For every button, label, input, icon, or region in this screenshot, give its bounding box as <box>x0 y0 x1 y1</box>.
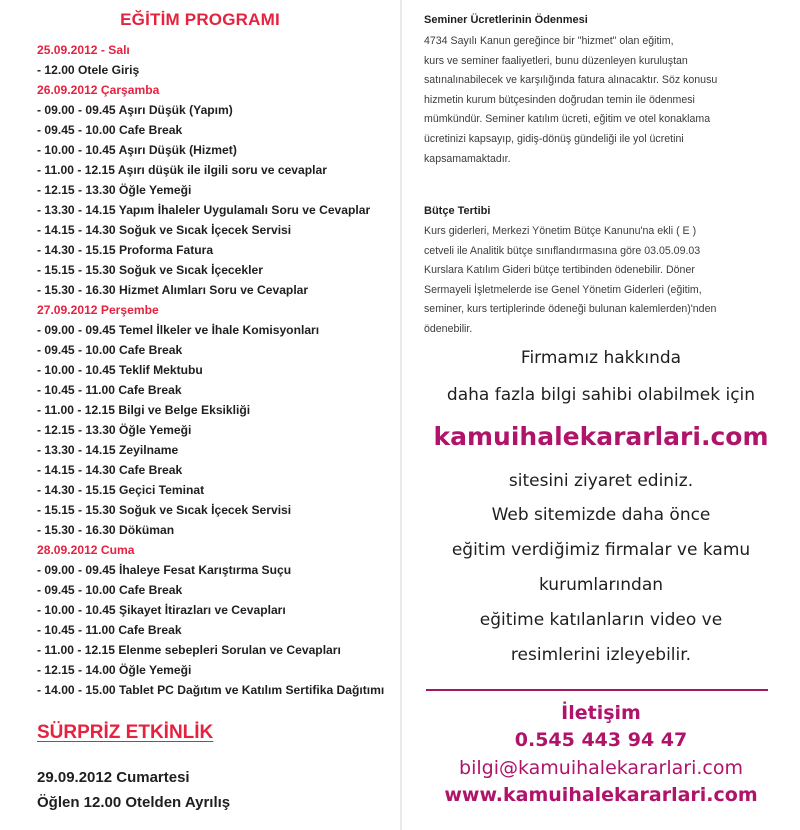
program-title: EĞİTİM PROGRAMI <box>120 10 280 29</box>
schedule-item: - 10.00 - 10.45 Aşırı Düşük (Hizmet) <box>37 143 237 157</box>
contact-web[interactable]: www.kamuihalekararlari.com <box>444 784 758 806</box>
payment-text-line: ücretinizi kapsayıp, gidiş-dönüş gündeliği ile yol ücretini <box>424 132 684 145</box>
schedule-item: - 13.30 - 14.15 Yapım İhaleler Uygulamalı Soru ve Cevaplar <box>37 203 371 217</box>
schedule-item: - 12.15 - 14.00 Öğle Yemeği <box>37 663 192 677</box>
promo-site[interactable]: kamuihalekararlari.com <box>433 422 769 451</box>
schedule-item: - 09.45 - 10.00 Cafe Break <box>37 123 183 137</box>
surprise-details <box>37 765 230 815</box>
budget-text-line: cetveli ile Analitik bütçe sınıflandırmasına göre 03.05.09.03 <box>424 244 701 257</box>
schedule-item: - 13.30 - 14.15 Zeyilname <box>37 443 179 457</box>
schedule-item: - 15.15 - 15.30 Soğuk ve Sıcak İçecekler <box>37 263 263 277</box>
budget-text-line: Kurs giderleri, Merkezi Yönetim Bütçe Kanunu'na ekli ( E ) <box>424 225 697 237</box>
payment-text-line: kurs ve seminer faaliyetleri, bunu düzenleyen kuruluştan <box>424 54 688 67</box>
budget-title: Bütçe Tertibi <box>424 205 491 217</box>
schedule-item: - 09.00 - 09.45 İhaleye Fesat Karıştırma Suçu <box>37 563 292 577</box>
info-column <box>402 0 800 830</box>
schedule-item: - 09.00 - 09.45 Temel İlkeler ve İhale Komisyonları <box>37 323 320 337</box>
surprise-date: 29.09.2012 Cumartesi <box>37 769 190 786</box>
schedule-item: - 09.45 - 10.00 Cafe Break <box>37 343 183 357</box>
contact-title: İletişim <box>561 702 641 724</box>
contact-divider <box>426 689 768 691</box>
schedule-item: - 15.30 - 16.30 Döküman <box>37 523 175 537</box>
schedule-item: - 12.00 Otele Giriş <box>37 63 140 77</box>
schedule-item: - 10.00 - 10.45 Teklif Mektubu <box>37 363 203 377</box>
payment-text-line: mümkündür. Seminer katılım ücreti, eğitim ve otel konaklama <box>424 113 711 126</box>
schedule-item: - 14.15 - 14.30 Cafe Break <box>37 463 183 477</box>
schedule-item: - 09.00 - 09.45 Aşırı Düşük (Yapım) <box>37 103 233 117</box>
surprise-title: SÜRPRİZ ETKİNLİK <box>37 722 214 743</box>
schedule-item: - 12.15 - 13.30 Öğle Yemeği <box>37 423 192 437</box>
contact-phone[interactable]: 0.545 443 94 47 <box>514 729 688 751</box>
schedule-item: - 14.30 - 15.15 Geçici Teminat <box>37 483 205 497</box>
payment-text-line: kapsamamaktadır. <box>424 152 511 165</box>
promo-line-5: eğitim verdiğimiz firmalar ve kamu <box>451 540 751 560</box>
schedule-item: - 09.45 - 10.00 Cafe Break <box>37 583 183 597</box>
schedule-item: - 10.45 - 11.00 Cafe Break <box>37 623 182 637</box>
promo-line-7: eğitime katılanların video ve <box>479 610 723 630</box>
payment-text-line: satınalınabilecek ve karşılığında fatura alınacaktır. Söz konusu <box>424 74 718 87</box>
schedule-item: - 12.15 - 13.30 Öğle Yemeği <box>37 183 192 197</box>
schedule-item: - 10.00 - 10.45 Şikayet İtirazları ve Cevapları <box>37 603 286 617</box>
schedule-day-heading: 28.09.2012 Cuma <box>37 543 135 557</box>
schedule-item: - 14.30 - 15.15 Proforma Fatura <box>37 243 214 257</box>
promo-line-8: resimlerini izleyebilir. <box>510 645 692 665</box>
payment-text-line: 4734 Sayılı Kanun gereğince bir "hizmet" olan eğitim, <box>424 35 674 47</box>
promo-line-4: Web sitemizde daha önce <box>491 505 711 525</box>
schedule-day-heading: 25.09.2012 - Salı <box>37 43 130 57</box>
schedule-item: - 10.45 - 11.00 Cafe Break <box>37 383 182 397</box>
schedule-day-heading: 26.09.2012 Çarşamba <box>37 83 160 97</box>
surprise-departure: Öğlen 12.00 Otelden Ayrılış <box>37 794 231 811</box>
schedule-item: - 11.00 - 12.15 Elenme sebepleri Sorulan ve Cevapları <box>37 643 341 657</box>
budget-text-line: Kurslara Katılım Gideri bütçe tertibinden ödenebilir. Döner <box>424 264 695 277</box>
schedule-item: - 15.15 - 15.30 Soğuk ve Sıcak İçecek Servisi <box>37 503 292 517</box>
contact-email[interactable]: bilgi@kamuihalekararlari.com <box>459 757 743 779</box>
payment-text <box>424 32 784 169</box>
schedule-item: - 11.00 - 12.15 Aşırı düşük ile ilgili soru ve cevaplar <box>37 163 327 177</box>
promo-line-2: daha fazla bilgi sahibi olabilmek için <box>446 385 756 405</box>
schedule-item: - 15.30 - 16.30 Hizmet Alımları Soru ve Cevaplar <box>37 283 309 297</box>
schedule-item: - 14.00 - 15.00 Tablet PC Dağıtım ve Katılım Sertifika Dağıtımı <box>37 683 385 697</box>
promo-line-6: kurumlarından <box>538 575 664 595</box>
schedule-item: - 11.00 - 12.15 Bilgi ve Belge Eksikliği <box>37 403 251 417</box>
schedule-item: - 14.15 - 14.30 Soğuk ve Sıcak İçecek Servisi <box>37 223 292 237</box>
payment-title: Seminer Ücretlerinin Ödenmesi <box>424 14 588 26</box>
schedule-day-heading: 27.09.2012 Perşembe <box>37 303 159 317</box>
budget-text-line: Sermayeli İşletmelerde ise Genel Yönetim Giderleri (eğitim, <box>424 283 702 296</box>
promo-line-1: Firmamız hakkında <box>520 348 682 368</box>
schedule-list <box>37 40 397 700</box>
promo-line-3: sitesini ziyaret ediniz. <box>508 471 694 491</box>
budget-text-line: seminer, kurs tertiplerinde ödeneği bulunan kalemlerden)'nden <box>424 303 717 316</box>
budget-text <box>424 222 784 340</box>
payment-text-line: hizmetin kurum bütçesinden doğrudan temin ile ödenmesi <box>424 93 695 106</box>
budget-text-line: ödenebilir. <box>424 322 473 335</box>
